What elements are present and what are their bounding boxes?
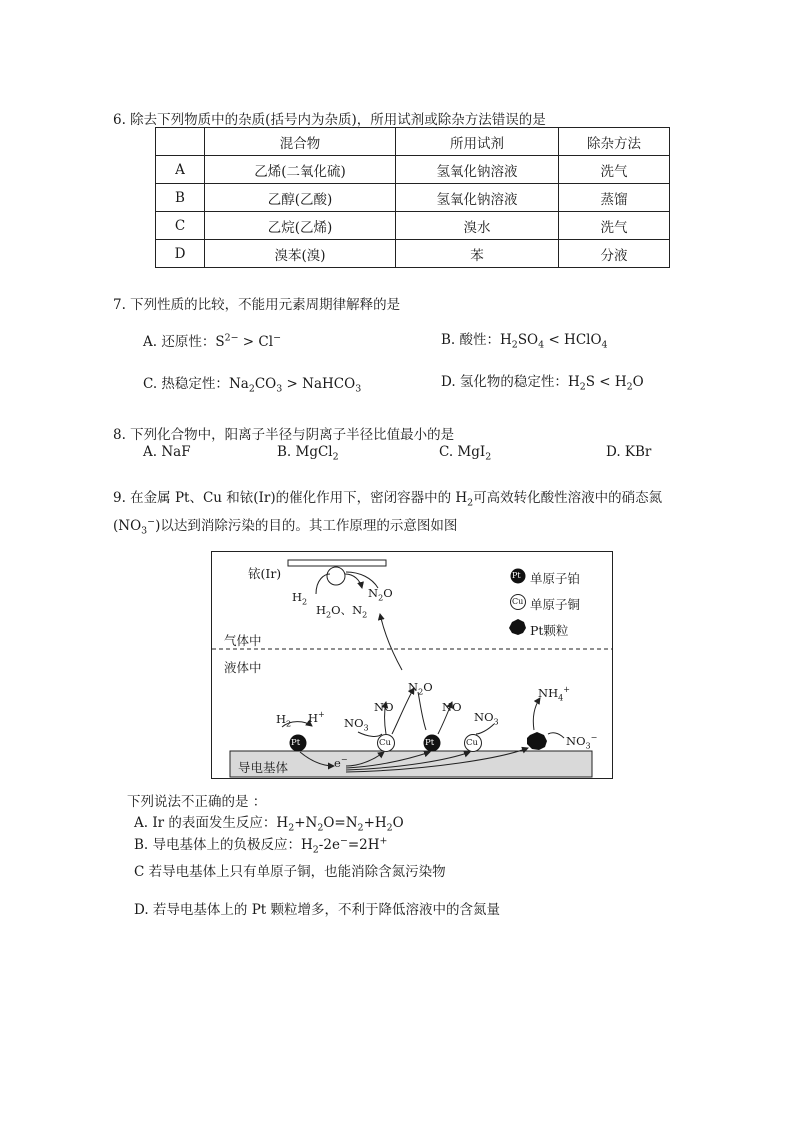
label-n2o-gas: $N_2O$ (368, 586, 393, 603)
base-label: 导电基体 (238, 760, 289, 775)
q8-option-a: A. NaF (143, 444, 191, 460)
legend-pt-symbol: Pt (512, 571, 521, 580)
option-text: B. 导电基体上的负极反应：H (134, 837, 313, 853)
arrow-no-pt (418, 692, 426, 730)
q7-option-a: A. 还原性：$S^{2-} > Cl^-$ (143, 332, 281, 350)
pt-symbol-2: Pt (425, 738, 435, 748)
label-text: H (276, 712, 287, 726)
arrow-n2o-rise (380, 614, 402, 670)
table-cell: B (156, 184, 205, 212)
table-cell: 蒸馏 (559, 184, 670, 212)
liquid-label: 液体中 (224, 660, 262, 675)
table-row (156, 184, 670, 212)
table-cell: 乙醇(乙酸) (205, 184, 396, 212)
table-cell: D (156, 240, 205, 268)
q9-prompt: 下列说法不正确的是 ： (127, 794, 267, 810)
arrow-no3-pt (548, 733, 564, 738)
table-cell: 乙烷(乙烯) (205, 212, 396, 240)
q8-option-d: D. KBr (606, 444, 652, 460)
q7-stem: 7. 下列性质的比较，不能用元素周期律解释的是 (113, 297, 401, 313)
q9-stem-line1: 9. 在金属 Pt、Cu 和铱(Ir)的催化作用下，密闭容器中的 $H_2$可高效转化酸性溶液中的硝态氮 (113, 490, 663, 509)
table-row (156, 240, 670, 268)
label-nh4: $NH_4^+$ (538, 685, 570, 703)
option-label: A. 还原性： (143, 334, 216, 350)
option-label: D. 氢化物的稳定性： (441, 374, 568, 390)
legend-particle: Pt颗粒 (530, 623, 569, 638)
table-row (156, 156, 670, 184)
mechanism-diagram (211, 551, 613, 779)
cu-symbol-2: Cu (466, 738, 478, 748)
label-text: H (316, 603, 327, 617)
table-cell: 洗气 (559, 212, 670, 240)
table-row (156, 212, 670, 240)
label-no-1: NO (374, 700, 394, 714)
label-text: H (292, 590, 303, 604)
header-cell: 除杂方法 (559, 128, 670, 156)
label-no3-1: $NO_3$ (344, 716, 369, 733)
pt-particle (527, 732, 547, 750)
label-text: N (408, 680, 419, 694)
q8-option-b: B. MgCl$_2$ (277, 444, 339, 463)
arrow-nh4 (533, 698, 540, 730)
arrow-products (345, 574, 362, 588)
gas-label: 气体中 (224, 633, 262, 648)
q9-option-c: C 若导电基体上只有单原子铜，也能消除含氮污染物 (134, 864, 446, 880)
label-no3-2: $NO_3$ (474, 710, 499, 727)
q9-option-a: A. Ir 的表面发生反应：$H_2+N_2O=N_2+H_2O$ (134, 815, 404, 834)
q7-option-b: B. 酸性：$H_2SO_4$ < HClO$_4$ (441, 332, 608, 351)
label-no3-3: $NO_3^-$ (566, 733, 598, 751)
label-h2o-n2: $H_2O$、$N_2$ (316, 603, 368, 620)
q8-option-c: C. MgI$_2$ (439, 444, 492, 463)
table-header-row (156, 128, 670, 156)
ir-label: 铱(Ir) (248, 566, 282, 581)
label-h-plus: H+ (308, 710, 325, 725)
option-text: B. MgCl (277, 444, 333, 460)
table-cell: 溴苯(溴) (205, 240, 396, 268)
arrow-no3-cu1 (358, 732, 382, 736)
table-cell: 苯 (396, 240, 559, 268)
q8-stem: 8. 下列化合物中，阳离子半径与阴离子半径比值最小的是 (113, 427, 455, 443)
table-cell: 乙烯(二氧化硫) (205, 156, 396, 184)
q7-option-c: C. 热稳定性：$Na_2CO_3$ > NaHCO$_3$ (143, 376, 362, 395)
legend-pt: 单原子铂 (530, 571, 581, 586)
header-cell: 所用试剂 (396, 128, 559, 156)
header-cell: 混合物 (205, 128, 396, 156)
option-text: C. MgI (439, 444, 486, 460)
header-cell (156, 128, 205, 156)
table-cell: 溴水 (396, 212, 559, 240)
option-label: B. 酸性： (441, 332, 501, 348)
legend-cu: 单原子铜 (530, 597, 581, 612)
label-n2o-liquid: $N_2O$ (408, 680, 433, 697)
arrow-no3-cu2 (476, 724, 494, 734)
q6-stem: 6. 除去下列物质中的杂质(括号内为杂质)，所用试剂或除杂方法错误的是 (113, 112, 546, 128)
pt-particle-icon (509, 619, 526, 635)
stem-text: )以达到消除污染的目的。其工作原理的示意图如图 (155, 518, 458, 534)
q7-option-d: D. 氢化物的稳定性：$H_2S < H_2O$ (441, 374, 644, 393)
option-label: C. 热稳定性： (143, 376, 229, 392)
q9-option-d: D. 若导电基体上的 Pt 颗粒增多，不利于降低溶液中的含氮量 (134, 902, 501, 918)
label-h2: $H_2$ (292, 590, 308, 607)
ir-atom (327, 567, 345, 585)
table-cell: A (156, 156, 205, 184)
label-electron: e− (334, 755, 348, 770)
label-h2-liquid: $H_2$ (276, 712, 292, 729)
table-cell: 分液 (559, 240, 670, 268)
label-no-2: NO (442, 700, 462, 714)
q6-table (155, 127, 670, 268)
stem-text: 可高效转化酸性溶液中的硝态氮 (473, 490, 663, 506)
cu-symbol-1: Cu (379, 738, 391, 748)
table-cell: 氢氧化钠溶液 (396, 184, 559, 212)
table-cell: 洗气 (559, 156, 670, 184)
table-cell: C (156, 212, 205, 240)
label-text: e (334, 756, 341, 770)
q9-stem-line2: $(NO_3^-)$以达到消除污染的目的。其工作原理的示意图如图 (113, 516, 458, 537)
label-text: N (368, 586, 379, 600)
option-text: A. Ir 的表面发生反应：H (134, 815, 289, 831)
table-cell: 氢氧化钠溶液 (396, 156, 559, 184)
ir-plate (288, 560, 386, 566)
pt-symbol-1: Pt (291, 738, 301, 748)
arrow-n2o-up (392, 688, 414, 734)
legend-cu-symbol: Cu (512, 597, 524, 606)
stem-text: 9. 在金属 Pt、Cu 和铱(Ir)的催化作用下，密闭容器中的 H (113, 490, 468, 506)
q9-option-b: B. 导电基体上的负极反应：$H_2-2e^-=2H^+$ (134, 835, 388, 856)
